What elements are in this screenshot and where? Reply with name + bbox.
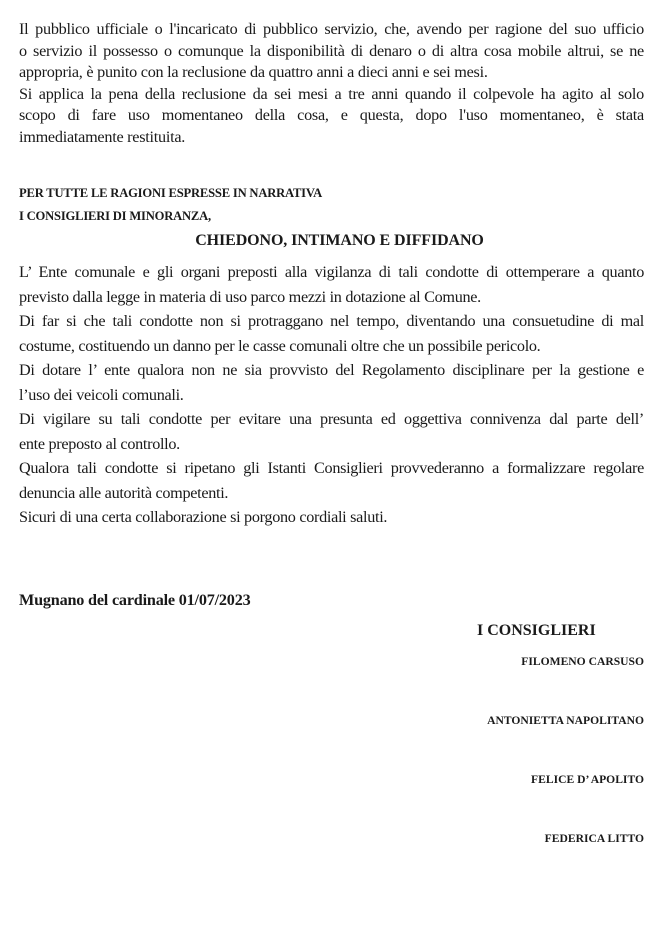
signature-name: FELICE D’ APOLITO	[531, 773, 644, 786]
request-line: costume, costituendo un danno per le casse comunali oltre che un possibile pericolo.	[19, 336, 541, 355]
request-line: Qualora tali condotte si ripetano gli Istanti Consiglieri provvederanno a formalizzare regolare	[19, 459, 644, 477]
request-line: L’ Ente comunale e gli organi preposti alla vigilanza di tali condotte di ottemperare a quanto	[19, 263, 644, 281]
request-line: Di far si che tali condotte non si protraggano nel tempo, diventando una consuetudine di mal	[19, 312, 644, 330]
request-line: l’uso dei veicoli comunali.	[19, 385, 184, 404]
intro-paragraph	[19, 19, 644, 148]
preamble-line-1: PER TUTTE LE RAGIONI ESPRESSE IN NARRATIVA	[19, 186, 323, 200]
request-line: denuncia alle autorità competenti.	[19, 483, 229, 502]
requests-paragraph	[19, 260, 644, 530]
intro-line: Si applica la pena della reclusione da sei mesi a tre anni quando il colpevole ha agito al solo	[19, 84, 644, 103]
request-line: Sicuri di una certa collaborazione si porgono cordiali saluti.	[19, 508, 388, 526]
request-line: Di vigilare su tali condotte per evitare una presunta ed oggettiva connivenza dal parte dell’	[19, 410, 644, 428]
intro-line: immediatamente restituita.	[19, 127, 186, 146]
request-line: previsto dalla legge in materia di uso parco mezzi in dotazione al Comune.	[19, 287, 481, 306]
signature-name: ANTONIETTA NAPOLITANO	[487, 714, 644, 727]
signature-name: FEDERICA LITTO	[544, 832, 644, 845]
preamble-line-2: I CONSIGLIERI DI MINORANZA,	[19, 209, 211, 223]
request-line: ente preposto al controllo.	[19, 434, 180, 453]
intro-line: appropria, è punito con la reclusione da quattro anni a dieci anni e sei mesi.	[19, 63, 488, 81]
signatures-title: I CONSIGLIERI	[477, 622, 596, 639]
place-date: Mugnano del cardinale 01/07/2023	[19, 591, 251, 609]
section-heading	[19, 232, 644, 250]
request-line: Di dotare l’ ente qualora non ne sia provvisto del Regolamento disciplinare per la gestione e	[19, 361, 644, 379]
intro-line: Il pubblico ufficiale o l'incaricato di pubblico servizio, che, avendo per ragione del suo ufficio	[19, 20, 644, 38]
intro-line: scopo di fare uso momentaneo della cosa, e questa, dopo l'uso momentaneo, è stata	[19, 106, 644, 124]
heading-text: CHIEDONO, INTIMANO E DIFFIDANO	[195, 232, 484, 249]
intro-line: o servizio il possesso o comunque la disponibilità di denaro o di altra cosa mobile altrui, se ne	[19, 41, 644, 60]
signature-name: FILOMENO CARSUSO	[521, 655, 644, 668]
